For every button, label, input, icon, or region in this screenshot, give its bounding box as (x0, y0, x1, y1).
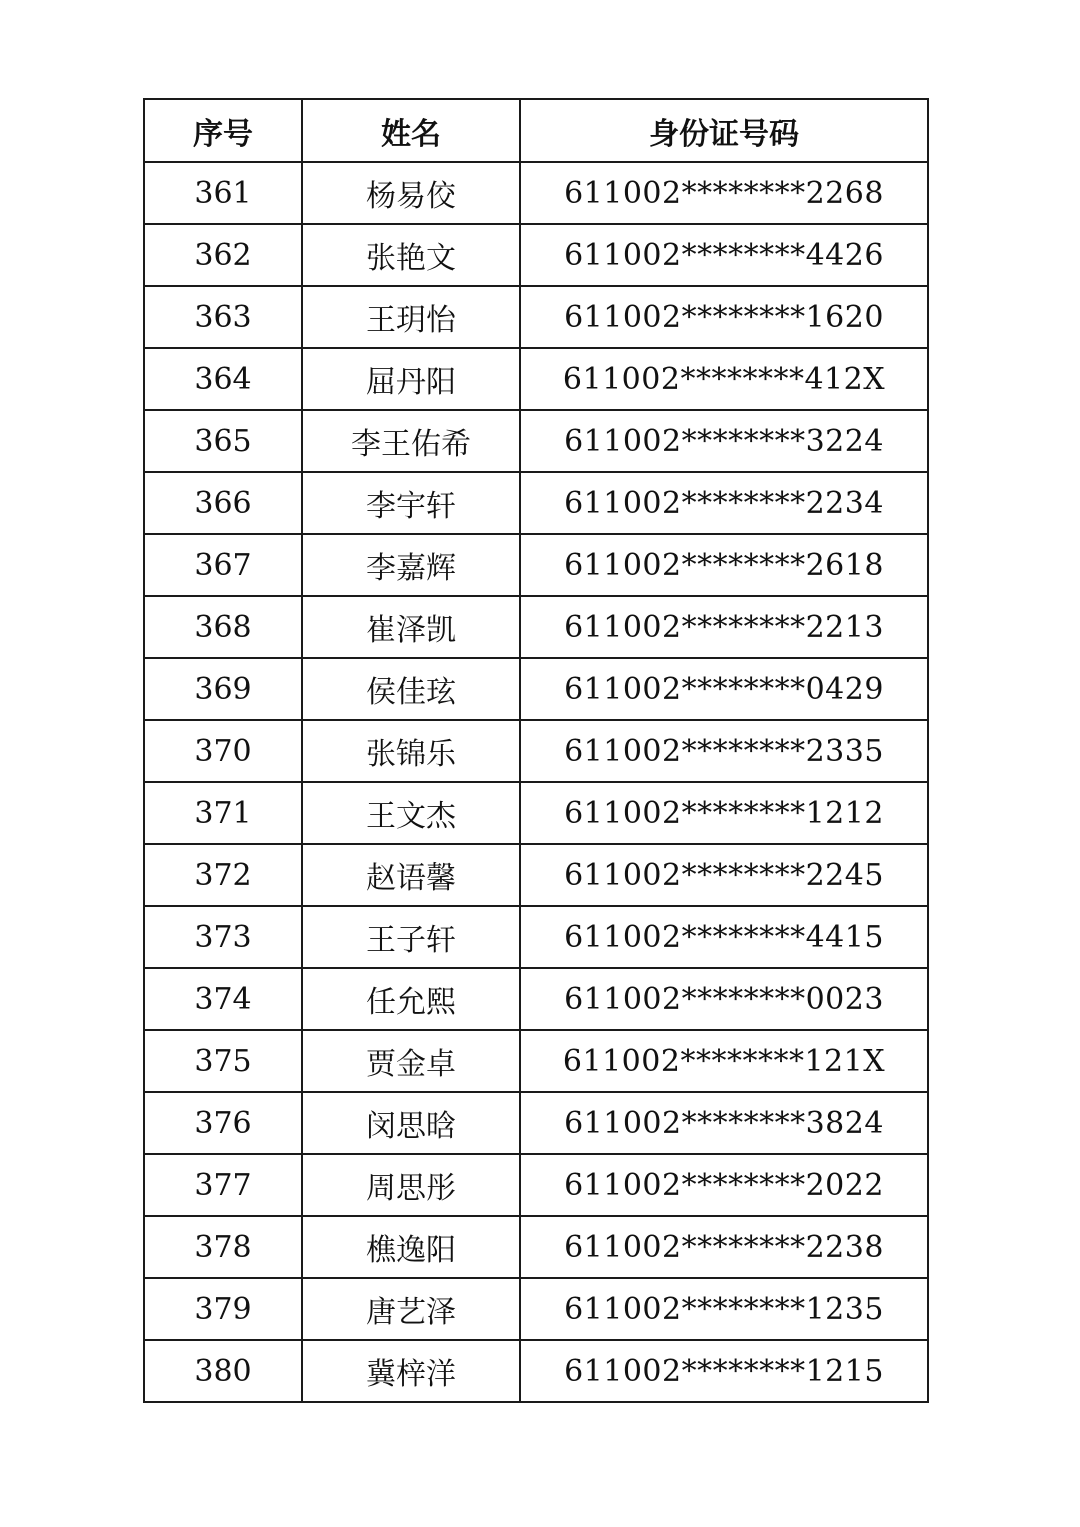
row-seq-cell: 378 (144, 1216, 302, 1278)
row-name-cell: 贾金卓 (302, 1030, 520, 1092)
row-id-number-cell: 611002********121X (520, 1030, 928, 1092)
row-id-number-cell: 611002********3824 (520, 1092, 928, 1154)
table-row (144, 1340, 928, 1402)
row-id-number-cell: 611002********4415 (520, 906, 928, 968)
table-row (144, 224, 928, 286)
table-row (144, 844, 928, 906)
roster-table (143, 98, 929, 1403)
row-id-number-cell: 611002********1235 (520, 1278, 928, 1340)
row-seq-cell: 364 (144, 348, 302, 410)
row-id-number-cell: 611002********2213 (520, 596, 928, 658)
row-seq-cell: 372 (144, 844, 302, 906)
row-id-number-cell: 611002********0429 (520, 658, 928, 720)
row-seq-cell: 363 (144, 286, 302, 348)
row-name-cell: 崔泽凯 (302, 596, 520, 658)
row-id-number-cell: 611002********4426 (520, 224, 928, 286)
header-seq: 序号 (144, 99, 302, 162)
table-row (144, 472, 928, 534)
row-name-cell: 杨易佼 (302, 162, 520, 224)
row-id-number-cell: 611002********1620 (520, 286, 928, 348)
row-seq-cell: 375 (144, 1030, 302, 1092)
row-id-number-cell: 611002********3224 (520, 410, 928, 472)
row-seq-cell: 369 (144, 658, 302, 720)
row-id-number-cell: 611002********1215 (520, 1340, 928, 1402)
table-row (144, 348, 928, 410)
table-row (144, 162, 928, 224)
row-id-number-cell: 611002********2335 (520, 720, 928, 782)
header-name: 姓名 (302, 99, 520, 162)
row-name-cell: 王文杰 (302, 782, 520, 844)
row-seq-cell: 373 (144, 906, 302, 968)
row-name-cell: 赵语馨 (302, 844, 520, 906)
table-row (144, 286, 928, 348)
row-name-cell: 李王佑希 (302, 410, 520, 472)
row-id-number-cell: 611002********0023 (520, 968, 928, 1030)
table-body (144, 162, 928, 1402)
row-name-cell: 樵逸阳 (302, 1216, 520, 1278)
row-seq-cell: 365 (144, 410, 302, 472)
row-seq-cell: 362 (144, 224, 302, 286)
row-seq-cell: 377 (144, 1154, 302, 1216)
table-row (144, 906, 928, 968)
table-row (144, 720, 928, 782)
row-name-cell: 李嘉辉 (302, 534, 520, 596)
table-row (144, 1278, 928, 1340)
row-seq-cell: 368 (144, 596, 302, 658)
row-seq-cell: 376 (144, 1092, 302, 1154)
row-seq-cell: 371 (144, 782, 302, 844)
row-id-number-cell: 611002********1212 (520, 782, 928, 844)
table-row (144, 1154, 928, 1216)
row-name-cell: 王玥怡 (302, 286, 520, 348)
row-id-number-cell: 611002********412X (520, 348, 928, 410)
row-name-cell: 王子轩 (302, 906, 520, 968)
row-name-cell: 侯佳玹 (302, 658, 520, 720)
row-name-cell: 李宇轩 (302, 472, 520, 534)
row-id-number-cell: 611002********2268 (520, 162, 928, 224)
row-name-cell: 屈丹阳 (302, 348, 520, 410)
row-seq-cell: 380 (144, 1340, 302, 1402)
roster-document (143, 98, 927, 1403)
table-row (144, 782, 928, 844)
table-row (144, 410, 928, 472)
row-id-number-cell: 611002********2234 (520, 472, 928, 534)
row-name-cell: 任允熙 (302, 968, 520, 1030)
row-id-number-cell: 611002********2022 (520, 1154, 928, 1216)
row-seq-cell: 379 (144, 1278, 302, 1340)
table-row (144, 1216, 928, 1278)
table-row (144, 658, 928, 720)
row-name-cell: 唐艺泽 (302, 1278, 520, 1340)
table-row (144, 968, 928, 1030)
row-seq-cell: 361 (144, 162, 302, 224)
table-row (144, 596, 928, 658)
row-name-cell: 冀梓洋 (302, 1340, 520, 1402)
row-seq-cell: 374 (144, 968, 302, 1030)
header-id-number: 身份证号码 (520, 99, 928, 162)
table-header-row (144, 99, 928, 162)
table-row (144, 1092, 928, 1154)
row-id-number-cell: 611002********2238 (520, 1216, 928, 1278)
row-seq-cell: 366 (144, 472, 302, 534)
row-name-cell: 周思彤 (302, 1154, 520, 1216)
table-row (144, 534, 928, 596)
row-seq-cell: 367 (144, 534, 302, 596)
row-id-number-cell: 611002********2245 (520, 844, 928, 906)
row-name-cell: 闵思晗 (302, 1092, 520, 1154)
row-name-cell: 张艳文 (302, 224, 520, 286)
row-name-cell: 张锦乐 (302, 720, 520, 782)
row-id-number-cell: 611002********2618 (520, 534, 928, 596)
table-row (144, 1030, 928, 1092)
row-seq-cell: 370 (144, 720, 302, 782)
